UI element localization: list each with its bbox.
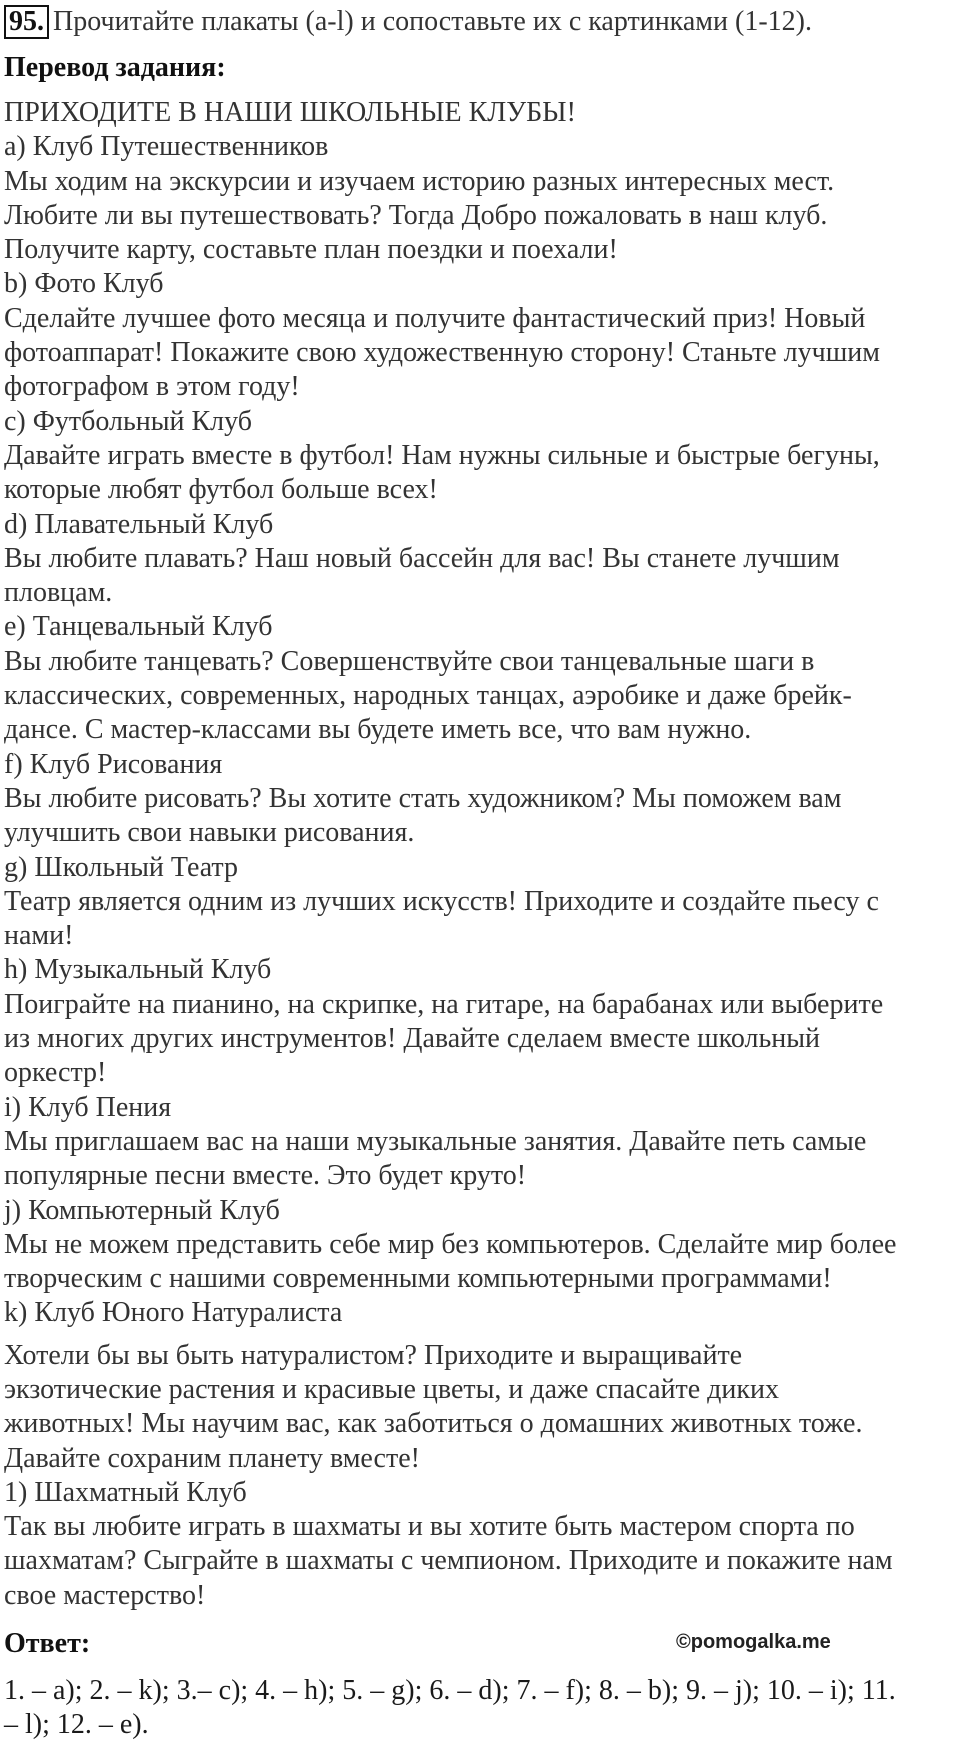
translation-line: Так вы любите играть в шахматы и вы хотите быть мастером спорта по	[4, 1511, 855, 1543]
translation-line: f) Клуб Рисования	[4, 748, 223, 780]
answer-label: Ответ:	[4, 1628, 91, 1659]
translation-line: из многих других инструментов! Давайте сделаем вместе школьный	[4, 1023, 821, 1055]
translation-line: экзотические растения и красивые цветы, и даже спасайте диких	[4, 1373, 779, 1405]
translation-line: Давайте сохраним планету вместе!	[4, 1442, 420, 1474]
translation-line: e) Танцевальный Клуб	[4, 611, 273, 643]
paragraph-gap	[4, 1331, 954, 1339]
translation-line: Любите ли вы путешествовать? Тогда Добро пожаловать в наш клуб.	[4, 199, 828, 231]
translation-line: нами!	[4, 920, 74, 952]
translation-heading: Перевод задания:	[4, 52, 226, 83]
translation-line: дансе. С мастер-классами вы будете иметь все, что вам нужно.	[4, 714, 752, 746]
translation-line: Вы любите плавать? Наш новый бассейн для вас! Вы станете лучшим	[4, 542, 840, 574]
translation-line: b) Фото Клуб	[4, 268, 164, 300]
translation-line: Вы любите танцевать? Совершенствуйте свои танцевальные шаги в	[4, 645, 815, 677]
translation-line: Давайте играть вместе в футбол! Нам нужны сильные и быстрые бегуны,	[4, 439, 880, 471]
translation-line: творческим с нашими современными компьютерными программами!	[4, 1263, 832, 1295]
answer-text	[4, 1674, 954, 1742]
translation-line: d) Плавательный Клуб	[4, 508, 274, 540]
translation-line: Мы ходим на экскурсии и изучаем историю разных интересных мест.	[4, 165, 835, 197]
translation-line: Поиграйте на пианино, на скрипке, на гитаре, на барабанах или выберите	[4, 988, 884, 1020]
translation-line: Сделайте лучшее фото месяца и получите фантастический приз! Новый	[4, 302, 866, 334]
translation-line: 1) Шахматный Клуб	[4, 1476, 247, 1508]
translation-line: Театр является одним из лучших искусств! Приходите и создайте пьесу с	[4, 885, 879, 917]
translation-line: a) Клуб Путешественников	[4, 131, 329, 163]
translation-line: ПРИХОДИТЕ В НАШИ ШКОЛЬНЫЕ КЛУБЫ!	[4, 97, 576, 128]
task-header	[4, 4, 812, 40]
translation-line: Мы не можем представить себе мир без компьютеров. Сделайте мир более	[4, 1228, 897, 1260]
translation-line: фотоаппарат! Покажите свою художественную сторону! Станьте лучшим	[4, 337, 880, 369]
translation-line: i) Клуб Пения	[4, 1091, 172, 1123]
translation-line: g) Школьный Театр	[4, 851, 238, 883]
translation-line: k) Клуб Юного Натуралиста	[4, 1297, 343, 1329]
translation-text	[4, 96, 954, 1613]
translation-line: свое мастерство!	[4, 1579, 206, 1611]
translation-line: Мы приглашаем вас на наши музыкальные занятия. Давайте петь самые	[4, 1125, 867, 1157]
answer-line: – l); 12. – e).	[4, 1709, 149, 1740]
translation-line: Получите карту, составьте план поездки и поехали!	[4, 234, 618, 266]
watermark: ©pomogalka.me	[676, 1631, 831, 1653]
translation-line: j) Компьютерный Клуб	[4, 1194, 280, 1226]
translation-line: которые любят футбол больше всех!	[4, 474, 438, 506]
translation-line: оркестр!	[4, 1057, 107, 1089]
translation-line: классических, современных, народных танцах, аэробике и даже брейк-	[4, 680, 852, 712]
task-number: 95.	[4, 5, 49, 39]
translation-line: пловцам.	[4, 577, 113, 609]
translation-line: c) Футбольный Клуб	[4, 405, 253, 437]
translation-line: животных! Мы научим вас, как заботиться о домашних животных тоже.	[4, 1408, 863, 1440]
answer-header	[4, 1626, 954, 1666]
translation-line: Вы любите рисовать? Вы хотите стать художником? Мы поможем вам	[4, 782, 842, 814]
translation-line: Хотели бы вы быть натуралистом? Приходите и выращивайте	[4, 1339, 743, 1371]
translation-line: улучшить свои навыки рисования.	[4, 817, 415, 849]
translation-line: популярные песни вместе. Это будет круто!	[4, 1160, 527, 1192]
translation-line: фотографом в этом году!	[4, 371, 300, 403]
task-instruction: Прочитайте плакаты (a-l) и сопоставьте их с картинками (1-12).	[53, 6, 812, 37]
translation-line: шахматам? Сыграйте в шахматы с чемпионом. Приходите и покажите нам	[4, 1545, 893, 1577]
translation-line: h) Музыкальный Клуб	[4, 954, 272, 986]
answer-line: 1. – a); 2. – k); 3.– c); 4. – h); 5. – g); 6. – d); 7. – f); 8. – b); 9. – j); 10. – i); 11.	[4, 1675, 896, 1706]
